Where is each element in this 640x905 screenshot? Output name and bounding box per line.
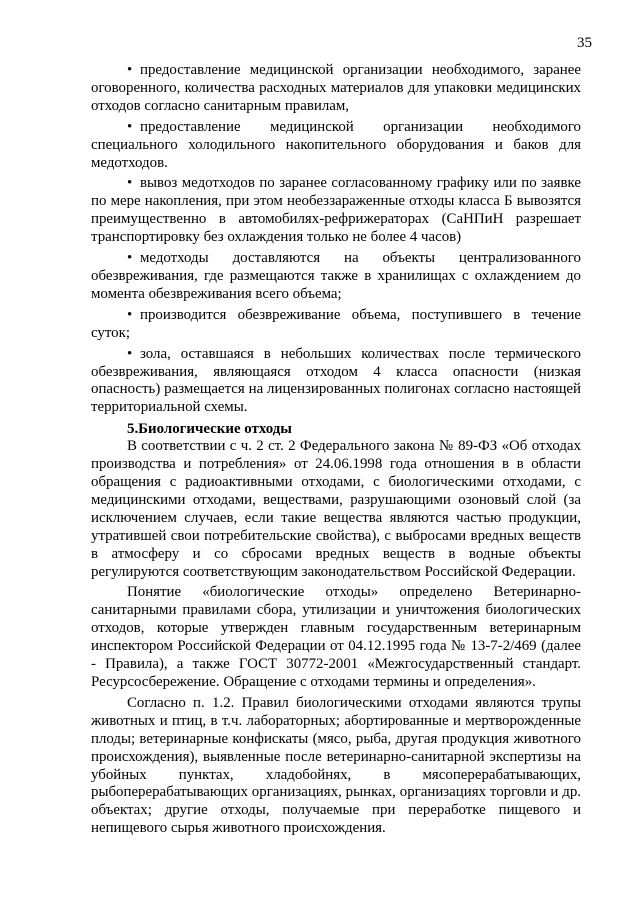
bullet-item xyxy=(91,119,581,173)
section-paragraph: Понятие «биологические отходы» определено Ветеринарно-санитарными правилами сбора, утилизации и уничтожения биологических отходов, которые утвержден главным государственным ветеринарным инспектором Российской Федерации от 04.12.1995 года № 13-7-2/469 (далее - Правила), а также ГОСТ 30772-2001 «Межгосударственный стандарт. Ресурсосбережение. Обращение с отходами термины и определения». xyxy=(91,584,581,690)
bullet-item xyxy=(91,62,581,116)
page-number: 35 xyxy=(577,35,592,51)
bullet-icon: • xyxy=(127,250,133,267)
bullet-icon: • xyxy=(127,62,133,78)
bullet-text: медотходы доставляются на объекты централизованного обезвреживания, где размещаются также в хранилищах с охлаждением до момента обезвреживания всего объема; xyxy=(91,250,581,302)
bullet-item xyxy=(91,346,581,418)
bullet-list xyxy=(91,62,581,417)
section-paragraph: В соответствии с ч. 2 ст. 2 Федерального закона № 89-ФЗ «Об отходах производства и потребления» от 24.06.1998 года отношения в в области обращения с радиоактивными отходами, с биологическими отходами, с медицинскими отходами, веществами, разрушающими озоновый слой (за исключением случаев, если такие вещества являются частью продукции, утратившей свои потребительские свойства), с выбросами вредных веществ в атмосферу и со сбросами вредных веществ в водные объекты регулируются соответствующим законодательством Российской Федерации. xyxy=(91,438,581,580)
bullet-item xyxy=(91,307,581,343)
bullet-item xyxy=(91,250,581,304)
bullet-text: зола, оставшаяся в небольших количествах после термического обезвреживания, являющаяся отходом 4 класса опасности (низкая опасность) размещается на лицензированных полигонах согласно настоящей территориальной схемы. xyxy=(91,345,581,416)
bullet-icon: • xyxy=(127,118,133,135)
bullet-text: производится обезвреживание объема, поступившего в течение суток; xyxy=(91,306,581,341)
page-content xyxy=(91,62,581,838)
bullet-text: вывоз медотходов по заранее согласованному графику или по заявке по мере накопления, при этом необеззараженные отходы класса Б вывозятся преимущественно в автомобилях-рефрижераторах (СаНПиН разрешает транспортировку без охлаждения только не более 4 часов) xyxy=(91,175,581,246)
section-heading: 5.Биологические отходы xyxy=(127,421,292,438)
section-paragraph: Согласно п. 1.2. Правил биологическими отходами являются трупы животных и птиц, в т.ч. лабораторных; абортированные и мертворожденные плоды; ветеринарные конфискаты (мясо, рыба, другая продукция животного происхождения), выявленные после ветеринарно-санитарной экспертизы на убойных пунктах, хладобойнях, в мясоперерабатывающих, рыбоперерабатывающих организациях, рынках, организациях торговли и др. объектах; другие отходы, получаемые при переработке пищевого и непищевого сырья животного происхождения. xyxy=(91,694,581,837)
bullet-text: предоставление медицинской организации необходимого, заранее оговоренного, количества расходных материалов для упаковки медицинских отходов согласно санитарным правилам, xyxy=(91,62,581,114)
bullet-item xyxy=(91,175,581,247)
bullet-icon: • xyxy=(127,345,133,362)
bullet-icon: • xyxy=(127,306,133,323)
bullet-text: предоставление медицинской организации необходимого специального холодильного накопительного оборудования и баков для медотходов. xyxy=(91,118,581,171)
bullet-icon: • xyxy=(127,175,133,192)
section-biological-waste xyxy=(91,420,581,838)
